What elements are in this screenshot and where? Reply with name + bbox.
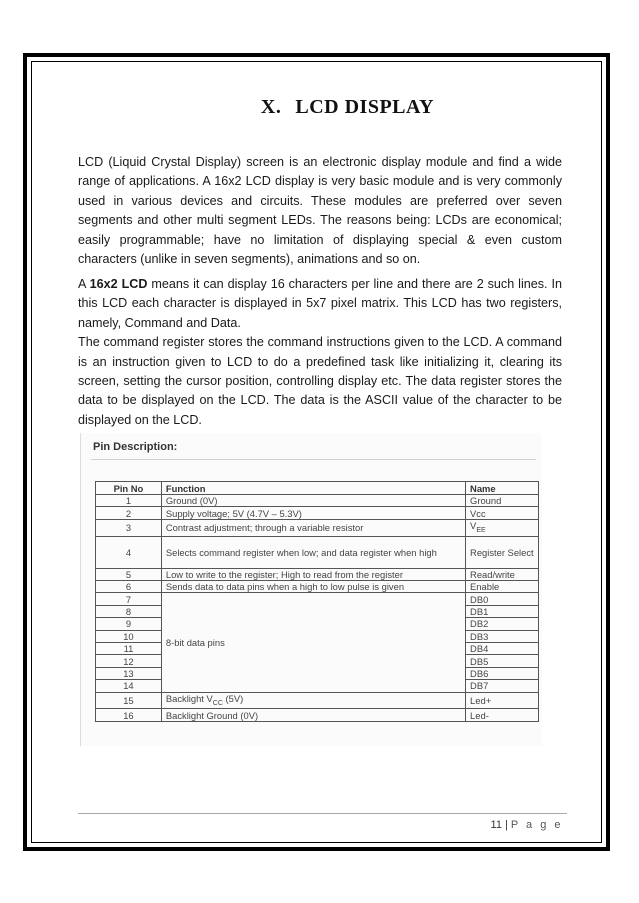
pin-number: 9 [96, 618, 162, 630]
table-row [96, 519, 539, 536]
page-label: P a g e [510, 819, 563, 831]
pin-number: 3 [96, 519, 162, 536]
pin-number: 16 [96, 709, 162, 721]
pin-number: 2 [96, 507, 162, 519]
section-number: X. [260, 96, 282, 118]
header-name: Name [466, 482, 539, 495]
pin-name: DB4 [466, 643, 539, 655]
pin-number: 12 [96, 655, 162, 667]
pin-function-main: Backlight V [165, 692, 213, 704]
pin-function: Sends data to data pins when a high to low pulse is given [161, 581, 465, 593]
pin-function: Selects command register when low; and data register when high [161, 536, 465, 568]
table-row [96, 495, 539, 507]
table-row [96, 692, 539, 709]
pin-name: DB7 [466, 680, 539, 692]
pin-name-sub: EE [476, 526, 486, 534]
pin-number: 14 [96, 680, 162, 692]
data-pins-function: 8-bit data pins [161, 593, 465, 692]
pin-table-header [96, 482, 539, 495]
pin-name: DB1 [466, 605, 539, 617]
pin-number: 5 [96, 568, 162, 580]
pin-name: Register Select [466, 536, 539, 568]
pin-function [161, 692, 465, 709]
table-row [96, 593, 539, 605]
pin-number: 7 [96, 593, 162, 605]
pin-function: Low to write to the register; High to read from the register [161, 568, 465, 580]
footer-rule [78, 813, 567, 814]
page-footer [491, 819, 563, 831]
header-pin-no: Pin No [96, 482, 162, 495]
pin-number: 15 [96, 692, 162, 709]
pin-description-figure [80, 433, 542, 746]
pin-name: DB6 [466, 667, 539, 679]
table-row [96, 507, 539, 519]
pin-number: 10 [96, 630, 162, 642]
pin-name: DB3 [466, 630, 539, 642]
page-number: 11 [490, 819, 502, 831]
table-row [96, 568, 539, 580]
pin-function: Ground (0V) [161, 495, 465, 507]
lcd-description-bold: 16x2 LCD [89, 277, 148, 291]
pin-table [95, 481, 539, 722]
table-row [96, 581, 539, 593]
table-row [96, 536, 539, 568]
lcd-description [78, 275, 562, 430]
header-function: Function [161, 482, 465, 495]
pin-name: Enable [466, 581, 539, 593]
pin-name [466, 519, 539, 536]
pin-function: Supply voltage; 5V (4.7V – 5.3V) [161, 507, 465, 519]
pin-function-tail: (5V) [222, 692, 244, 704]
pin-name: Vcc [466, 507, 539, 519]
pin-function: Backlight Ground (0V) [161, 709, 465, 721]
pin-name: DB2 [466, 618, 539, 630]
section-title-text: LCD DISPLAY [295, 96, 435, 118]
pin-number: 13 [96, 667, 162, 679]
lcd-description-lead: A [78, 277, 90, 291]
pin-name-main: V [470, 519, 477, 531]
command-register-paragraph: The command register stores the command instructions given to the LCD. A command is an instruction given to LCD to do a predefined task like initializing it, clearing its screen, setting the cursor position, controlling display etc. The data register stores the data to be displayed on the LCD. The data is the ASCII value of the character to be displayed on the LCD. [78, 335, 562, 427]
pin-number: 8 [96, 605, 162, 617]
pin-description-heading: Pin Description: [93, 441, 178, 453]
pin-name: Read/write [466, 568, 539, 580]
pin-number: 4 [96, 536, 162, 568]
pin-name: Led- [466, 709, 539, 721]
lcd-description-rest: means it can display 16 characters per line and there are 2 such lines. In this LCD each character is displayed in 5x7 pixel matrix. This LCD has two registers, namely, Command and Data. [78, 277, 562, 330]
section-title [0, 96, 639, 119]
pin-name: Ground [466, 495, 539, 507]
pin-function: Contrast adjustment; through a variable resistor [161, 519, 465, 536]
pin-heading-rule [91, 459, 536, 460]
pin-number: 1 [96, 495, 162, 507]
pin-number: 11 [96, 643, 162, 655]
footer-separator: | [504, 819, 508, 831]
pin-name: DB5 [466, 655, 539, 667]
intro-paragraph: LCD (Liquid Crystal Display) screen is an electronic display module and find a wide range of applications. A 16x2 LCD display is very basic module and is very commonly used in various devices and circuits. These modules are preferred over seven segments and other multi segment LEDs. The reasons being: LCDs are economical; easily programmable; have no limitation of displaying special & even custom characters (unlike in seven segments), animations and so on. [78, 155, 562, 267]
pin-number: 6 [96, 581, 162, 593]
pin-name: Led+ [466, 692, 539, 709]
table-row [96, 709, 539, 721]
pin-name: DB0 [466, 593, 539, 605]
pin-function-sub: CC [212, 699, 223, 707]
